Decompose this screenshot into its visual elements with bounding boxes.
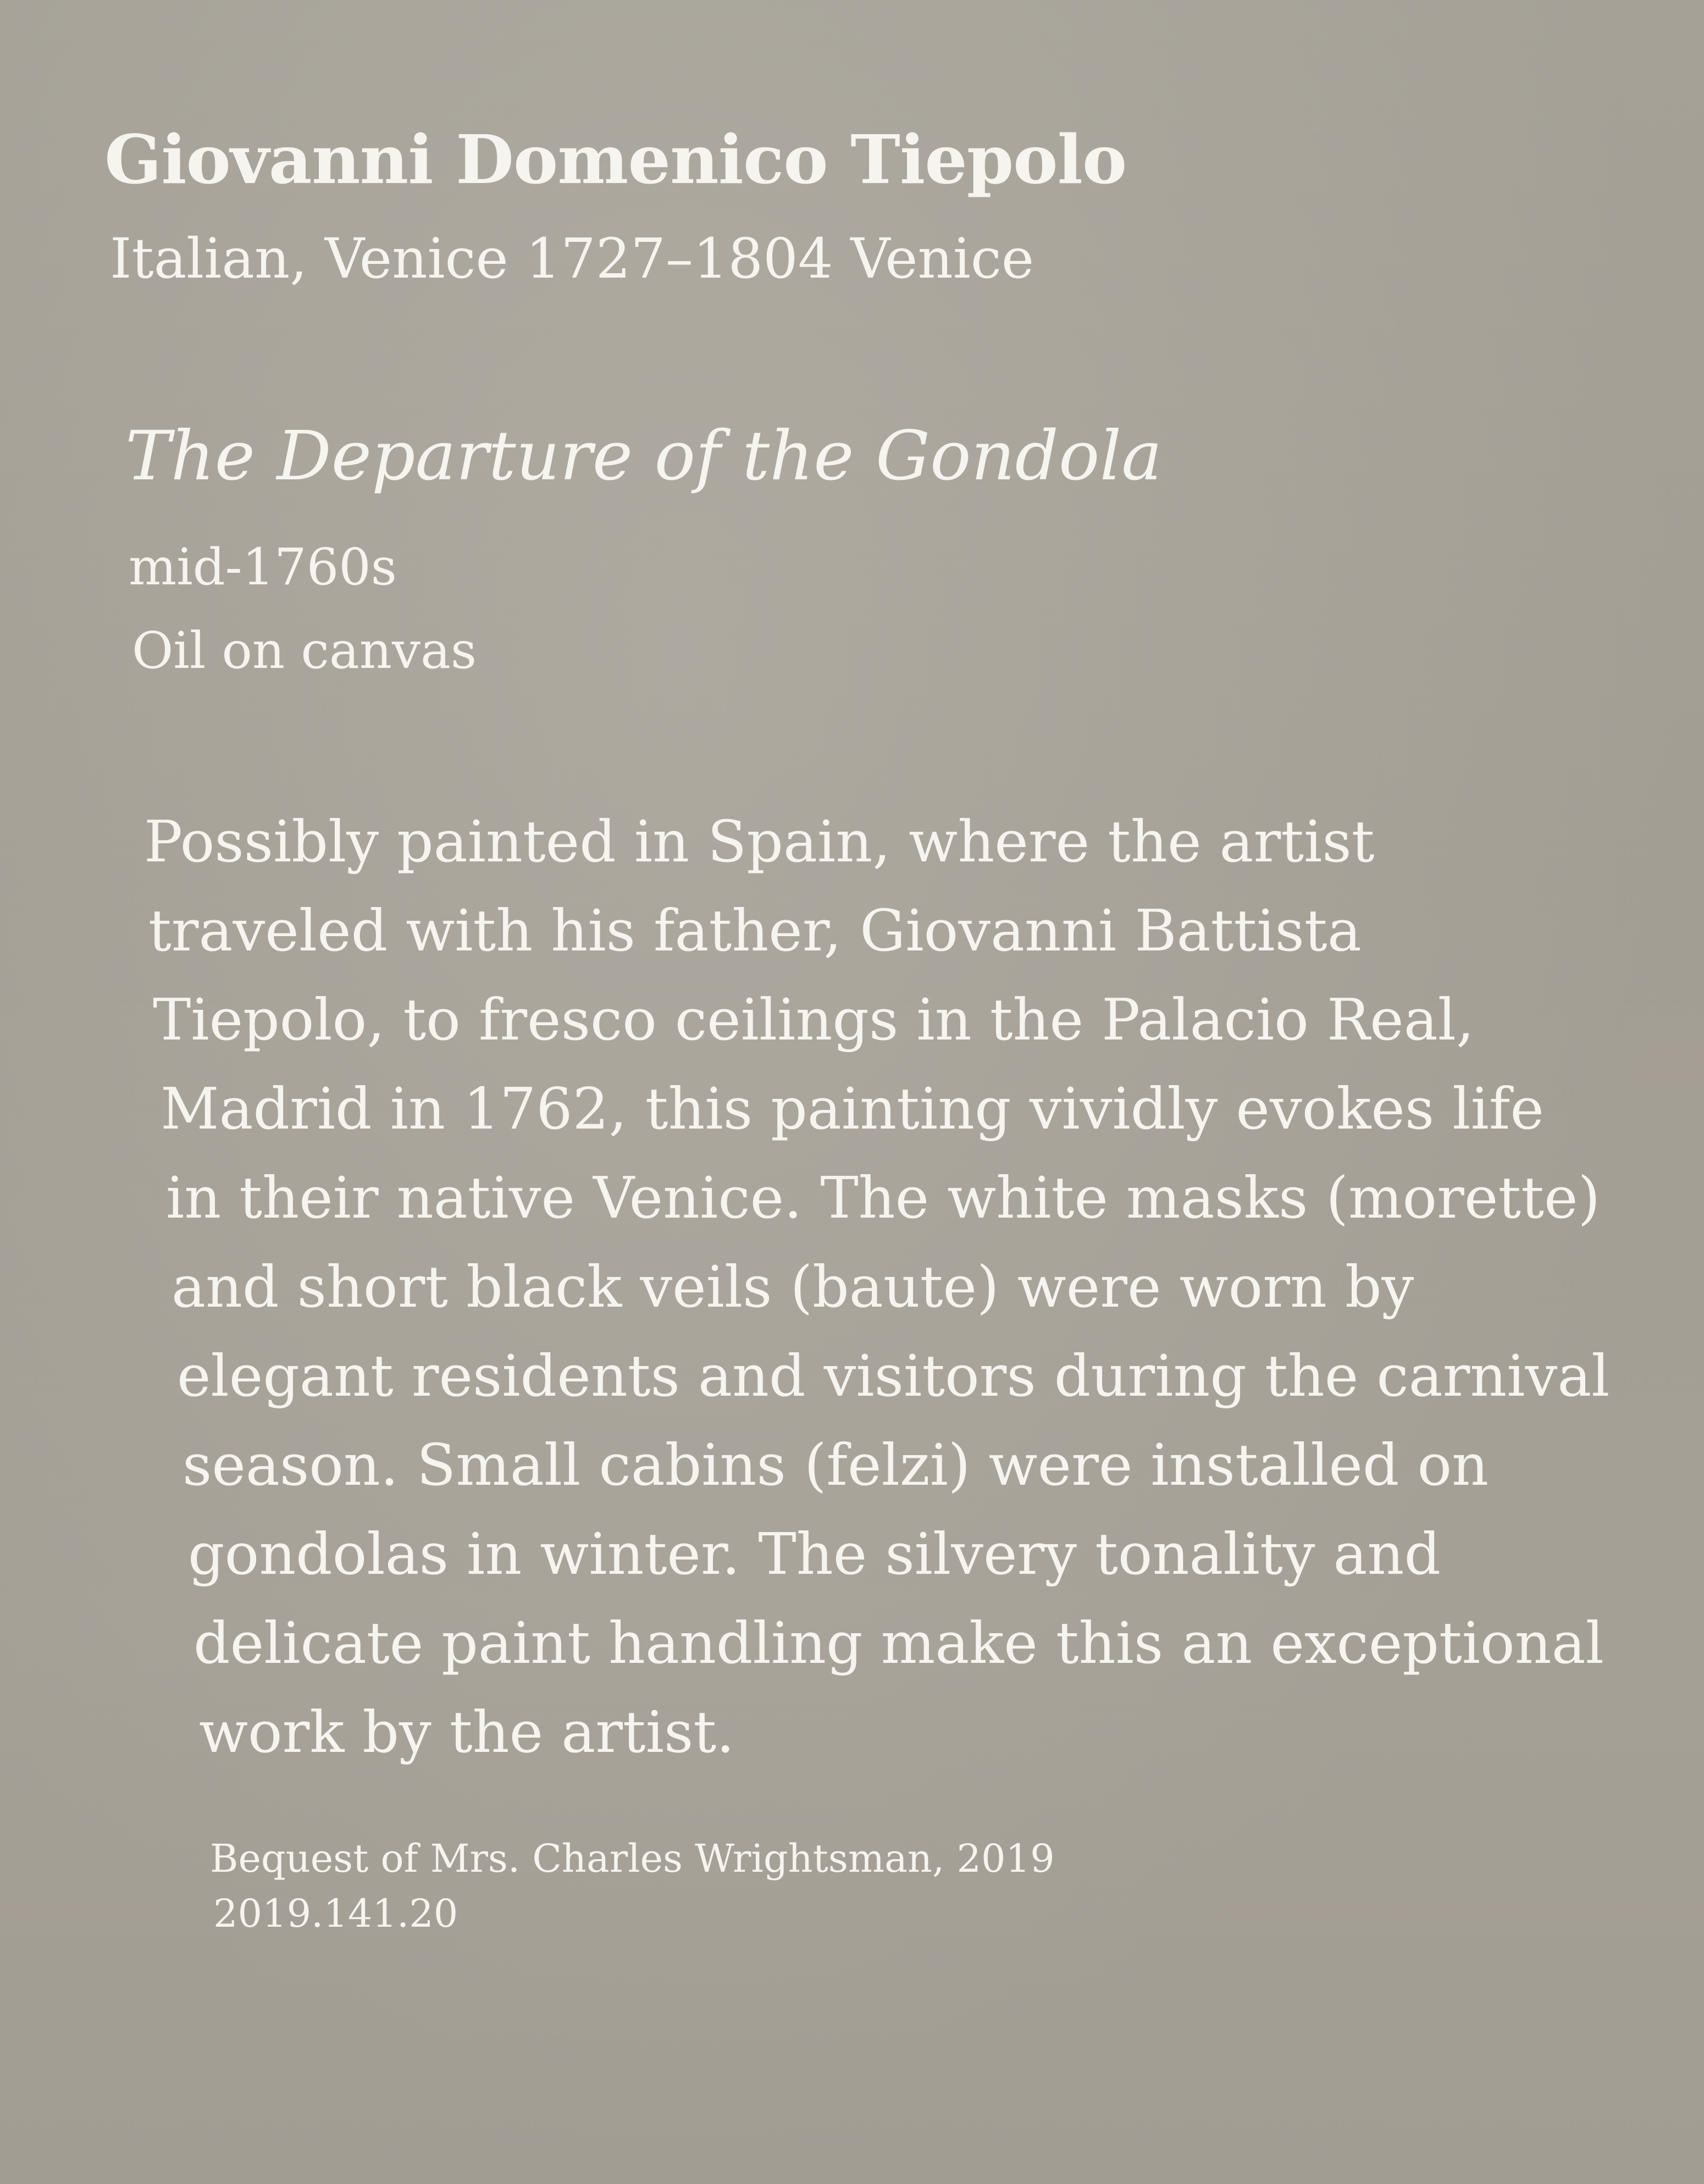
artwork-medium: Oil on canvas: [132, 621, 477, 680]
description-line: Tiepolo, to fresco ceilings in the Palacio Real,: [153, 986, 1475, 1053]
description-line: gondolas in winter. The silvery tonality and: [188, 1520, 1441, 1588]
description-line: traveled with his father, Giovanni Battista: [148, 897, 1362, 964]
accession-number: 2019.141.20: [213, 1891, 458, 1936]
description-line: Madrid in 1762, this painting vividly evokes life: [161, 1075, 1544, 1142]
description-line: work by the artist.: [199, 1699, 735, 1766]
artwork-title: The Departure of the Gondola: [125, 417, 1163, 496]
artwork-date: mid-1760s: [129, 538, 397, 596]
artist-name: Giovanni Domenico Tiepolo: [104, 120, 1127, 199]
artist-nationality-dates: Italian, Venice 1727–1804 Venice: [110, 226, 1034, 291]
description-line: Possibly painted in Spain, where the artist: [144, 808, 1375, 875]
description-line: and short black veils (baute) were worn by: [171, 1253, 1414, 1320]
description-line: season. Small cabins (felzi) were installed on: [182, 1431, 1489, 1499]
credit-line: Bequest of Mrs. Charles Wrightsman, 2019: [210, 1836, 1055, 1881]
description-line: in their native Venice. The white masks (morette): [166, 1164, 1601, 1231]
description-line: delicate paint handling make this an exceptional: [193, 1610, 1604, 1677]
description-line: elegant residents and visitors during the carnival: [177, 1342, 1610, 1409]
